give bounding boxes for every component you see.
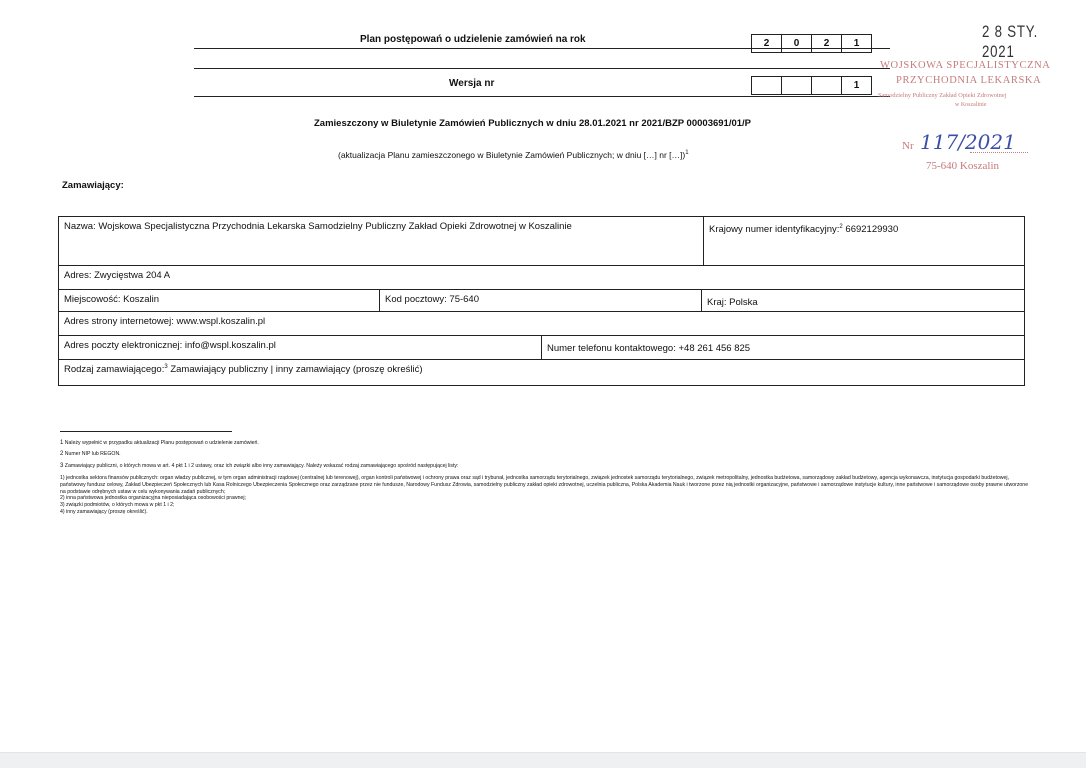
footnote-text: Numer NIP lub REGON. [64,451,121,457]
cell-national-id [703,216,1025,266]
org-stamp-line2: PRZYCHODNIA LEKARSKA [896,75,1042,86]
year-digit: 1 [841,34,872,53]
cell-address: Adres: Zwycięstwa 204 A [58,265,1025,290]
footnote-list-item: 2) inna państwowa jednostka organizacyjna nieposiadająca osobowości prawnej; [60,495,247,502]
nr-handwritten: 117/2021 [920,130,1016,154]
national-id-value: 6692129930 [845,224,899,236]
footnote-list [60,475,1030,516]
year-digit: 2 [751,34,782,53]
footnote-list-item: 1) jednostka sektora finansów publicznych: organ władzy publicznej, w tym organ administracji rządowej (centralnej lub terenowej), organ kontroli państwowej i ochrony prawa oraz sąd i trybunał, jednostka samorządu terytorialnego, związek jednostek samorządu terytorialnego, związek metropolitalny, jednostka budżetowa, samorządowy zakład budżetowy, agencja wykonawcza, instytucja gospodarki budżetowej, państwowy fundusz celowy, Zakład Ubezpieczeń Społecznych lub Kasa Rolniczego Ubezpieczenia Społecznego oraz zarządzane przez nie fundusze, Narodowy Fundusz Zdrowia, samodzielny publiczny zakład opieki zdrowotnej, uczelnia publiczna, Polska Akademia Nauk i tworzone przez nią jednostki organizacyjne, państwowe i samorządowe instytucje kultury, inne państwowe i samorządowe osoby prawne utworzone na podstawie odrębnych ustaw w celu wykonywania zadań publicznych; [60,475,1029,495]
footnote-list-item: 3) związki podmiotów, o których mowa w pkt 1 i 2; [60,502,175,509]
org-stamp-line1: WOJSKOWA SPECJALISTYCZNA [880,60,1051,71]
version-underline [194,96,890,97]
footnote-list-item: 4) inny zamawiający (proszę określić). [60,508,148,515]
section-label-zamawiajacy: Zamawiający: [62,180,124,191]
published-line: Zamieszczony w Biuletynie Zamówień Publicznych w dniu 28.01.2021 nr 2021/BZP 00003691/01/P [314,118,752,129]
footnote-text: Należy wypełnić w przypadku aktualizacji Planu postępowań o udzielenie zamówień. [64,440,259,446]
cell-phone: Numer telefonu kontaktowego: +48 261 456 825 [541,335,1025,360]
update-line-text: (aktualizacja Planu zamieszczonego w Biuletynie Zamówień Publicznych; w dniu […] nr […]) [338,150,686,160]
nr-stamp-prefix: Nr [902,140,914,152]
cell-name: Nazwa: Wojskowa Specjalistyczna Przychodnia Lekarska Samodzielny Publiczny Zakład Opieki Zdrowotnej w Koszalinie [58,216,704,266]
org-stamp-line4: w Koszalinie [955,102,987,108]
footnote-num: 3 [60,463,64,469]
national-id-sup: 2 [839,224,843,230]
year-digit: 2 [811,34,842,53]
version-top-line [194,68,890,69]
city-stamp: 75-640 Koszalin [926,160,1000,172]
year-digit-boxes [752,34,872,53]
cell-postal: Kod pocztowy: 75-640 [379,289,702,312]
version-digit-boxes [752,76,872,95]
update-line [338,150,689,160]
footnote [60,440,1030,447]
footnote-text: Zamawiający publiczni, o których mowa w art. 4 pkt 1 i 2 ustawy, oraz ich związki albo inny zamawiający. Należy wskazać rodzaj zamawiającego spośród następującej listy: [64,463,459,469]
type-value: Zamawiający publiczny | inny zamawiający (proszę określić) [170,364,423,376]
cell-city: Miejscowość: Koszalin [58,289,380,312]
footnote-num: 1 [60,440,64,446]
footnote-separator [60,431,232,432]
version-digit: 1 [841,76,872,95]
type-sup: 3 [164,364,168,370]
cell-email: Adres poczty elektronicznej: info@wspl.koszalin.pl [58,335,542,360]
version-digit [751,76,782,95]
cell-website: Adres strony internetowej: www.wspl.koszalin.pl [58,311,1025,336]
plan-title: Plan postępowań o udzielenie zamówień na rok [360,34,586,45]
update-line-sup: 1 [685,150,689,157]
footnote-num: 2 [60,451,64,457]
viewer-bottom-bar [0,752,1086,768]
footnote [60,451,1030,458]
org-stamp-line3: Samodzielny Publiczny Zakład Opieki Zdrowotnej [878,92,1007,99]
year-digit: 0 [781,34,812,53]
footnote [60,463,1030,470]
cell-type [58,359,1025,386]
national-id-label: Krajowy numer identyfikacyjny: [709,224,840,236]
nr-dotted-line [970,152,1028,153]
version-digit [811,76,842,95]
version-digit [781,76,812,95]
type-label: Rodzaj zamawiającego: [64,364,165,376]
date-stamp: 2 8 STY. 2021 [982,22,1039,61]
cell-country: Kraj: Polska [701,289,1025,312]
version-label: Wersja nr [449,78,495,89]
